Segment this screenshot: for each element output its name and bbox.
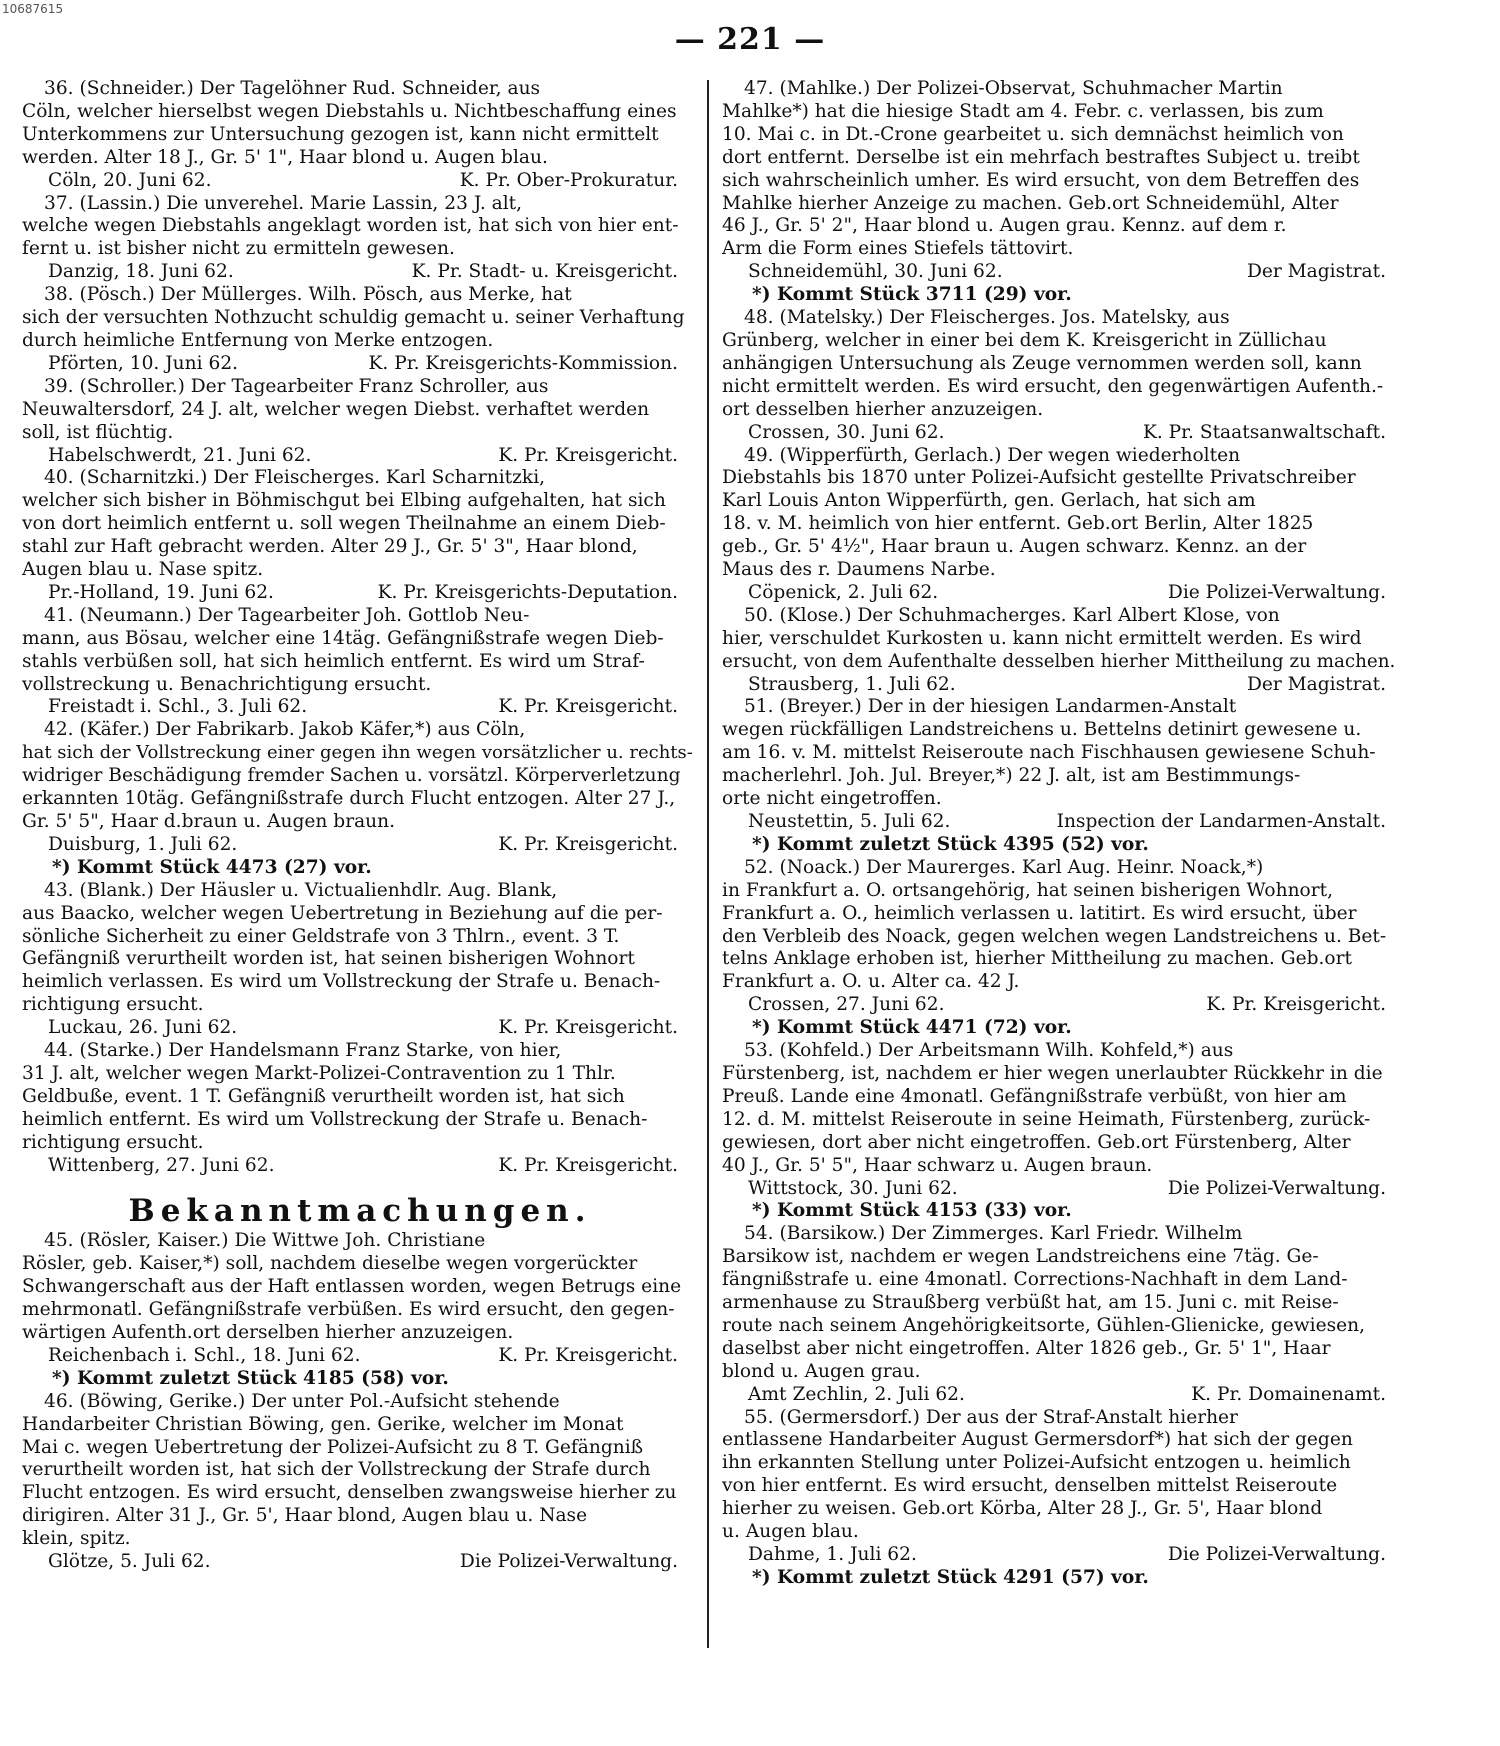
notice-place-date: Dahme, 1. Juli 62. (748, 1544, 917, 1565)
notice-footnote: *) Kommt Stück 4471 (72) vor. (752, 1017, 1072, 1039)
notice-line: 38. (Pösch.) Der Müllerges. Wilh. Pösch, aus Merke, hat (44, 284, 572, 306)
notice-signature (22, 582, 698, 605)
notice-signature (722, 261, 1406, 284)
notice-line: orte nicht eingetroffen. (722, 788, 942, 810)
notice-line: Mai c. wegen Uebertretung der Polizei-Aufsicht zu 8 T. Gefängniß (22, 1436, 644, 1458)
notice-authority: K. Pr. Kreisgerichts-Deputation. (377, 581, 678, 603)
notice-line: Gr. 5' 5", Haar d.braun u. Augen braun. (22, 811, 396, 832)
notice-line: Cöln, welcher hierselbst wegen Diebstahls u. Nichtbeschaffung eines (22, 100, 677, 122)
notice-entry (722, 857, 1406, 1040)
notice-authority: Der Magistrat. (1246, 673, 1386, 695)
notice-authority: Die Polizei-Verwaltung. (1167, 581, 1386, 603)
notice-entry (722, 605, 1406, 697)
left-entries-announcements (22, 1230, 698, 1574)
notice-place-date: Luckau, 26. Juni 62. (48, 1017, 238, 1039)
notice-line: Gefängniß verurtheilt worden ist, hat seinen bisherigen Wohnort (22, 948, 635, 970)
notice-line: 40 J., Gr. 5' 5", Haar schwarz u. Augen braun. (722, 1154, 1153, 1176)
notice-line: ihn erkannten Stellung unter Polizei-Aufsicht entzogen u. heimlich (722, 1452, 1351, 1474)
notice-authority: K. Pr. Stadt- u. Kreisgericht. (411, 261, 678, 283)
notice-line: sönliche Sicherheit zu einer Geldstrafe von 3 Thlrn., event. 3 T. (22, 925, 620, 947)
notice-signature (22, 696, 698, 719)
notice-entry (722, 1407, 1406, 1590)
notice-line: daselbst aber nicht eingetroffen. Alter 1826 geb., Gr. 5' 1", Haar (722, 1337, 1331, 1359)
notice-authority: K. Pr. Kreisgericht. (498, 833, 678, 855)
section-heading: Bekanntmachungen. (128, 1192, 592, 1229)
left-entries (22, 78, 698, 1178)
notice-line: Schwangerschaft aus der Haft entlassen worden, wegen Betrugs eine (22, 1276, 682, 1298)
notice-entry (22, 880, 698, 1040)
notice-line: verurtheilt worden ist, hat sich der Vollstreckung der Strafe durch (22, 1459, 651, 1481)
notice-place-date: Schneidemühl, 30. Juni 62. (748, 261, 1003, 283)
notice-signature (22, 1155, 698, 1178)
notice-authority: K. Pr. Kreisgericht. (498, 696, 678, 718)
notice-line: Mahlke*) hat die hiesige Stadt am 4. Febr. c. verlassen, bis zum (722, 100, 1324, 122)
notice-place-date: Reichenbach i. Schl., 18. Juni 62. (48, 1344, 361, 1366)
notice-line: von dort heimlich entfernt u. soll wegen Theilnahme an einem Dieb- (22, 513, 666, 535)
notice-place-date: Danzig, 18. Juni 62. (48, 261, 234, 283)
notice-line: 45. (Rösler, Kaiser.) Die Wittwe Joh. Christiane (44, 1230, 486, 1252)
notice-signature (22, 445, 698, 468)
notice-entry (22, 719, 698, 879)
notice-line: armenhause zu Straußberg verbüßt hat, am 15. Juni c. mit Reise- (722, 1292, 1339, 1314)
notice-line: 31 J. alt, welcher wegen Markt-Polizei-Contravention zu 1 Thlr. (22, 1062, 616, 1084)
notice-line: richtigung ersucht. (22, 994, 204, 1016)
notice-authority: K. Pr. Staatsanwaltschaft. (1142, 421, 1386, 443)
notice-authority: Die Polizei-Verwaltung. (1167, 1544, 1386, 1565)
notice-signature (722, 422, 1406, 445)
notice-signature (722, 811, 1406, 834)
notice-place-date: Wittenberg, 27. Juni 62. (48, 1154, 275, 1176)
notice-footnote: *) Kommt Stück 4473 (27) vor. (52, 856, 372, 878)
notice-line: 46. (Böwing, Gerike.) Der unter Pol.-Aufsicht stehende (44, 1390, 560, 1412)
notice-line: 53. (Kohfeld.) Der Arbeitsmann Wilh. Kohfeld,*) aus (744, 1040, 1234, 1062)
notice-entry (22, 193, 698, 285)
notice-authority: K. Pr. Kreisgericht. (498, 1344, 678, 1366)
notice-line: in Frankfurt a. O. ortsangehörig, hat seinen bisherigen Wohnort, (722, 879, 1334, 901)
notice-entry (22, 1391, 698, 1574)
notice-line: Grünberg, welcher in einer bei dem K. Kreisgericht in Züllichau (722, 329, 1327, 351)
notice-line: widriger Beschädigung fremder Sachen u. vorsätzl. Körperverletzung (22, 765, 681, 787)
notice-line: heimlich verlassen. Es wird um Vollstreckung der Strafe u. Benach- (22, 971, 661, 993)
notice-line: 36. (Schneider.) Der Tagelöhner Rud. Schneider, aus (44, 78, 541, 99)
notice-line: geb., Gr. 5' 4½", Haar braun u. Augen schwarz. Kennz. an der (722, 536, 1307, 558)
notice-line: 10. Mai c. in Dt.-Crone gearbeitet u. sich demnächst heimlich von (722, 123, 1344, 145)
notice-line: 47. (Mahlke.) Der Polizei-Observat, Schuhmacher Martin (744, 78, 1283, 99)
notice-line: 48. (Matelsky.) Der Fleischerges. Jos. Matelsky, aus (744, 307, 1230, 329)
notice-authority: K. Pr. Kreisgericht. (498, 1154, 678, 1176)
notice-line: den Verbleib des Noack, gegen welchen wegen Landstreichens u. Bet- (722, 925, 1387, 947)
notice-authority: K. Pr. Domainenamt. (1191, 1383, 1386, 1405)
notice-place-date: Duisburg, 1. Juli 62. (48, 833, 238, 855)
notice-line: 40. (Scharnitzki.) Der Fleischerges. Karl Scharnitzki, (44, 467, 546, 489)
scan-id: 10687615 (2, 2, 64, 16)
notice-authority: K. Pr. Kreisgericht. (498, 1017, 678, 1039)
notice-line: werden. Alter 18 J., Gr. 5' 1", Haar blond u. Augen blau. (22, 146, 548, 168)
notice-place-date: Pr.-Holland, 19. Juni 62. (48, 581, 274, 603)
notice-line: Augen blau u. Nase spitz. (22, 559, 264, 581)
notice-entry (22, 605, 698, 720)
notice-line: wärtigen Aufenth.ort derselben hierher anzuzeigen. (22, 1322, 514, 1344)
notice-line: heimlich entfernt. Es wird um Vollstreckung der Strafe u. Benach- (22, 1108, 648, 1130)
notice-line: hier, verschuldet Kurkosten u. kann nicht ermittelt werden. Es wird (722, 627, 1362, 649)
notice-authority: K. Pr. Kreisgericht. (1206, 994, 1386, 1016)
notice-line: vollstreckung u. Benachrichtigung ersucht. (22, 673, 432, 695)
notice-line: soll, ist flüchtig. (22, 421, 174, 443)
notice-signature (22, 261, 698, 284)
notice-line: blond u. Augen grau. (722, 1360, 921, 1382)
notice-authority: Die Polizei-Verwaltung. (1167, 1177, 1386, 1199)
notice-entry (22, 467, 698, 604)
notice-authority: K. Pr. Kreisgericht. (498, 444, 678, 466)
notice-line: Handarbeiter Christian Böwing, gen. Gerike, welcher im Monat (22, 1413, 624, 1435)
notice-line: 49. (Wipperfürth, Gerlach.) Der wegen wiederholten (744, 444, 1241, 466)
notice-line: 52. (Noack.) Der Maurerges. Karl Aug. Heinr. Noack,*) (744, 856, 1264, 878)
notice-line: von hier entfernt. Es wird ersucht, denselben mittelst Reiseroute (722, 1475, 1338, 1497)
notice-signature (722, 582, 1406, 605)
notice-line: Karl Louis Anton Wipperfürth, gen. Gerlach, hat sich am (722, 490, 1256, 512)
notice-signature (722, 1544, 1406, 1567)
notice-line: fernt u. ist bisher nicht zu ermitteln gewesen. (22, 238, 455, 260)
notice-entry (22, 78, 698, 193)
notice-authority: Der Magistrat. (1246, 261, 1386, 283)
notice-entry (722, 696, 1406, 856)
notice-line: fängnißstrafe u. eine 4monatl. Corrections-Nachhaft in dem Land- (722, 1269, 1348, 1291)
notice-line: sich der versuchten Nothzucht schuldig gemacht u. seiner Verhaftung (22, 307, 685, 329)
left-column (22, 78, 698, 1574)
page-number: — 221 — (674, 22, 826, 57)
notice-line: gewiesen, dort aber nicht eingetroffen. Geb.ort Fürstenberg, Alter (722, 1131, 1351, 1153)
notice-line: sich wahrscheinlich umher. Es wird ersucht, von dem Betreffen des (722, 169, 1360, 191)
notice-line: welcher sich bisher in Böhmischgut bei Elbing aufgehalten, hat sich (22, 490, 666, 512)
column-divider (707, 80, 709, 1648)
notice-place-date: Crossen, 30. Juni 62. (748, 421, 945, 443)
notice-line: u. Augen blau. (722, 1521, 859, 1543)
notice-line: entlassene Handarbeiter August Germersdorf*) hat sich der gegen (722, 1429, 1353, 1451)
notice-line: anhängigen Untersuchung als Zeuge vernommen werden soll, kann (722, 352, 1362, 374)
notice-line: dirigiren. Alter 31 J., Gr. 5', Haar blond, Augen blau u. Nase (22, 1505, 588, 1527)
notice-line: 41. (Neumann.) Der Tagearbeiter Joh. Gottlob Neu- (44, 604, 530, 626)
notice-line: durch heimliche Entfernung von Merke entzogen. (22, 329, 494, 351)
notice-line: klein, spitz. (22, 1528, 131, 1550)
notice-entry (722, 1223, 1406, 1406)
notice-line: 43. (Blank.) Der Häusler u. Victualienhdlr. Aug. Blank, (44, 879, 558, 901)
notice-line: 51. (Breyer.) Der in der hiesigen Landarmen-Anstalt (744, 696, 1237, 718)
notice-line: ersucht, von dem Aufenthalte desselben hierher Mittheilung zu machen. (722, 650, 1396, 672)
notice-signature (22, 170, 698, 193)
notice-signature (722, 994, 1406, 1017)
notice-line: 55. (Germersdorf.) Der aus der Straf-Anstalt hierher (744, 1406, 1238, 1428)
notice-line: Arm die Form eines Stiefels tättovirt. (722, 238, 1074, 260)
notice-line: Unterkommens zur Untersuchung gezogen ist, kann nicht ermittelt (22, 123, 659, 145)
notice-entry (22, 1230, 698, 1390)
notice-line: aus Baacko, welcher wegen Uebertretung in Beziehung auf die per- (22, 902, 663, 924)
notice-line: 44. (Starke.) Der Handelsmann Franz Starke, von hier, (44, 1040, 562, 1062)
notice-line: hierher zu weisen. Geb.ort Körba, Alter 28 J., Gr. 5', Haar blond (722, 1498, 1323, 1520)
notice-place-date: Neustettin, 5. Juli 62. (748, 811, 951, 832)
notice-place-date: Amt Zechlin, 2. Juli 62. (748, 1383, 965, 1405)
notice-place-date: Cöln, 20. Juni 62. (48, 169, 212, 191)
notice-place-date: Glötze, 5. Juli 62. (48, 1551, 211, 1573)
notice-authority: Inspection der Landarmen-Anstalt. (1056, 811, 1386, 832)
notice-line: ort desselben hierher anzuzeigen. (722, 398, 1044, 420)
notice-line: Rösler, geb. Kaiser,*) soll, nachdem dieselbe wegen vorgerückter (22, 1253, 638, 1275)
notice-line: Diebstahls bis 1870 unter Polizei-Aufsicht gestellte Privatschreiber (722, 467, 1356, 489)
notice-line: telns Anklage erhoben ist, hierher Mittheilung zu machen. Geb.ort (722, 948, 1352, 970)
notice-entry (22, 1040, 698, 1177)
notice-footnote: *) Kommt Stück 3711 (29) vor. (752, 284, 1072, 306)
notice-line: mann, aus Bösau, welcher eine 14täg. Gefängnißstrafe wegen Dieb- (22, 627, 664, 649)
notice-place-date: Pförten, 10. Juni 62. (48, 352, 239, 374)
notice-authority: Die Polizei-Verwaltung. (459, 1551, 678, 1573)
notice-footnote: *) Kommt zuletzt Stück 4185 (58) vor. (52, 1367, 449, 1389)
notice-line: Flucht entzogen. Es wird ersucht, denselben zwangsweise hierher zu (22, 1482, 677, 1504)
right-entries (722, 78, 1406, 1590)
notice-line: Barsikow ist, nachdem er wegen Landstreichens eine 7täg. Ge- (722, 1246, 1319, 1268)
notice-line: 37. (Lassin.) Die unverehel. Marie Lassin, 23 J. alt, (44, 192, 523, 214)
notice-place-date: Habelschwerdt, 21. Juni 62. (48, 444, 312, 466)
notice-line: 18. v. M. heimlich von hier entfernt. Geb.ort Berlin, Alter 1825 (722, 513, 1314, 535)
notice-signature (22, 1551, 698, 1574)
notice-line: Maus des r. Daumens Narbe. (722, 559, 996, 581)
notice-authority: K. Pr. Ober-Prokuratur. (459, 169, 678, 191)
notice-authority: K. Pr. Kreisgerichts-Kommission. (368, 352, 678, 374)
notice-footnote: *) Kommt zuletzt Stück 4395 (52) vor. (752, 833, 1149, 855)
notice-line: welche wegen Diebstahls angeklagt worden ist, hat sich von hier ent- (22, 215, 679, 237)
notice-line: Frankfurt a. O., heimlich verlassen u. latitirt. Es wird ersucht, über (722, 902, 1357, 924)
notice-entry (722, 445, 1406, 605)
notice-footnote: *) Kommt zuletzt Stück 4291 (57) vor. (752, 1566, 1149, 1588)
notice-signature (22, 834, 698, 857)
notice-place-date: Freistadt i. Schl., 3. Juli 62. (48, 696, 308, 718)
notice-place-date: Crossen, 27. Juni 62. (748, 994, 945, 1016)
notice-line: 54. (Barsikow.) Der Zimmerges. Karl Friedr. Wilhelm (744, 1223, 1243, 1245)
notice-entry (722, 307, 1406, 444)
notice-line: nicht ermittelt werden. Es wird ersucht, den gegenwärtigen Aufenth.- (722, 375, 1384, 397)
notice-line: Geldbuße, event. 1 T. Gefängniß verurtheilt worden ist, hat sich (22, 1085, 625, 1107)
notice-footnote: *) Kommt Stück 4153 (33) vor. (752, 1200, 1072, 1222)
notice-line: dort entfernt. Derselbe ist ein mehrfach bestraftes Subject u. treibt (722, 146, 1360, 168)
notice-line: Neuwaltersdorf, 24 J. alt, welcher wegen Diebst. verhaftet werden (22, 398, 650, 420)
notice-entry (22, 284, 698, 376)
notice-line: 12. d. M. mittelst Reiseroute in seine Heimath, Fürstenberg, zurück- (722, 1108, 1371, 1130)
notice-signature (22, 1345, 698, 1368)
notice-line: macherlehrl. Joh. Jul. Breyer,*) 22 J. alt, ist am Bestimmungs- (722, 765, 1301, 787)
notice-line: erkannten 10täg. Gefängnißstrafe durch Flucht entzogen. Alter 27 J., (22, 788, 676, 810)
notice-place-date: Cöpenick, 2. Juli 62. (748, 581, 939, 603)
notice-signature (722, 674, 1406, 697)
notice-place-date: Strausberg, 1. Juli 62. (748, 673, 956, 695)
notice-line: 39. (Schroller.) Der Tagearbeiter Franz Schroller, aus (44, 375, 549, 397)
notice-line: Fürstenberg, ist, nachdem er hier wegen unerlaubter Rückkehr in die (722, 1062, 1383, 1084)
notice-line: hat sich der Vollstreckung einer gegen ihn wegen vorsätzlicher u. rechts- (22, 742, 693, 764)
notice-place-date: Wittstock, 30. Juni 62. (748, 1177, 958, 1199)
notice-line: 42. (Käfer.) Der Fabrikarb. Jakob Käfer,*) aus Cöln, (44, 719, 526, 741)
notice-signature (722, 1384, 1406, 1407)
notice-line: 50. (Klose.) Der Schuhmacherges. Karl Albert Klose, von (744, 604, 1280, 626)
notice-line: am 16. v. M. mittelst Reiseroute nach Fischhausen gewiesene Schuh- (722, 742, 1376, 764)
notice-line: mehrmonatl. Gefängnißstrafe verbüßen. Es wird ersucht, den gegen- (22, 1299, 675, 1321)
notice-entry (722, 1040, 1406, 1223)
notice-entry (22, 376, 698, 468)
notice-signature (22, 353, 698, 376)
notice-line: richtigung ersucht. (22, 1131, 204, 1153)
notice-line: Frankfurt a. O. u. Alter ca. 42 J. (722, 971, 1020, 993)
notice-line: route nach seinem Angehörigkeitsorte, Gühlen-Glienicke, gewiesen, (722, 1314, 1366, 1336)
notice-line: stahl zur Haft gebracht werden. Alter 29 J., Gr. 5' 3", Haar blond, (22, 536, 638, 558)
notice-signature (22, 1017, 698, 1040)
notice-line: wegen rückfälligen Landstreichens u. Bettelns detinirt gewesene u. (722, 719, 1362, 741)
notice-line: Mahlke hierher Anzeige zu machen. Geb.ort Schneidemühl, Alter (722, 192, 1339, 214)
notice-signature (722, 1178, 1406, 1201)
notice-line: 46 J., Gr. 5' 2", Haar blond u. Augen grau. Kennz. auf dem r. (722, 215, 1287, 237)
notice-line: Preuß. Lande eine 4monatl. Gefängnißstrafe verbüßt, von hier am (722, 1085, 1347, 1107)
notice-entry (722, 78, 1406, 307)
right-column (722, 78, 1406, 1590)
notice-line: stahls verbüßen soll, hat sich heimlich entfernt. Es wird um Straf- (22, 650, 645, 672)
